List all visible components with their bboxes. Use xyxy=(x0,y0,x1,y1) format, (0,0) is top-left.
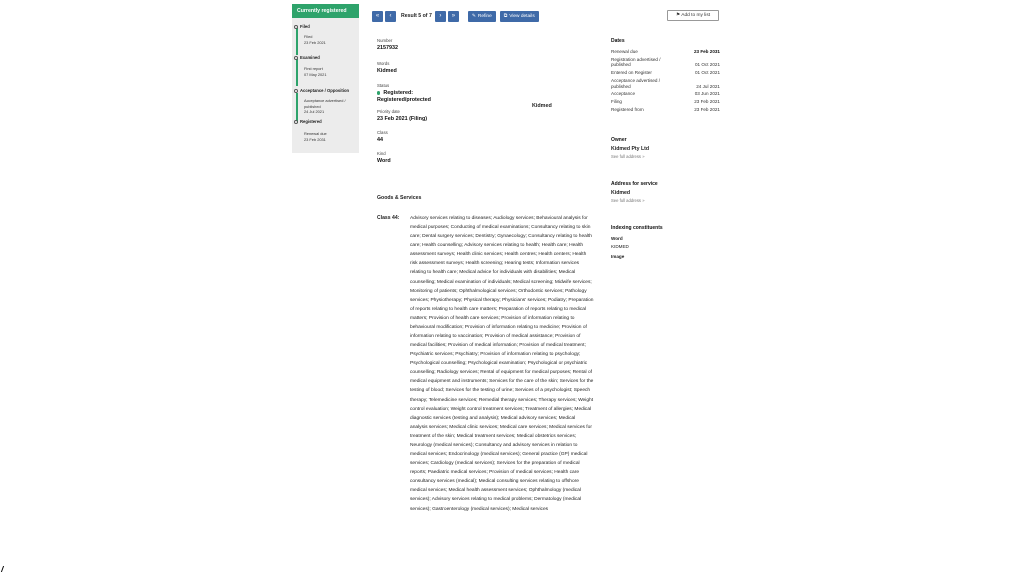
previous-result-button[interactable]: ‹ xyxy=(385,11,396,22)
goods-services-heading: Goods & Services xyxy=(377,195,422,201)
step-dot-icon xyxy=(294,56,298,60)
date-row: Acceptance advertised / published 24 Jul 2021 xyxy=(611,77,720,89)
timeline-bar-filed xyxy=(296,28,298,55)
last-result-button[interactable]: » xyxy=(448,11,459,22)
mouse-cursor-icon xyxy=(1,566,5,572)
status-field: Status Registered: Registered/protected xyxy=(377,83,595,102)
timeline-step-filed: Filed xyxy=(294,24,310,29)
indexing-word-label: Word xyxy=(611,236,623,241)
next-result-button[interactable]: › xyxy=(435,11,446,22)
date-row: Registered from 23 Feb 2021 xyxy=(611,106,720,112)
words-field: Words Kidmed xyxy=(377,61,595,74)
result-toolbar xyxy=(372,10,539,22)
timeline-label-examined: First report 07 May 2021 xyxy=(304,66,327,77)
trademark-number: 2157932 xyxy=(377,45,398,51)
date-row: Filing 23 Feb 2021 xyxy=(611,99,720,105)
timeline-bar-examined xyxy=(296,59,298,86)
kind-field: Kind Word xyxy=(377,151,595,164)
timeline-step-examined: Examined xyxy=(294,55,320,60)
step-dot-icon xyxy=(294,89,298,93)
service-see-full-address-link[interactable]: See full address » xyxy=(611,198,645,203)
view-details-button[interactable]: ⧉ View details xyxy=(500,11,539,22)
number-field: Number 2157932 xyxy=(377,38,595,51)
edit-icon: ✎ xyxy=(471,13,476,19)
timeline-step-registered: Registered xyxy=(294,119,322,124)
flag-icon: ⚑ xyxy=(675,13,681,18)
class-field: Class 44 xyxy=(377,130,595,143)
date-row: Entered on Register 01 Oct 2021 xyxy=(611,70,720,76)
date-row: Renewal due 23 Feb 2031 xyxy=(611,49,720,54)
indexing-word-value: KIDMED xyxy=(611,244,629,249)
status-timeline xyxy=(292,4,359,153)
trademark-details xyxy=(377,38,595,164)
trademark-kind: Word xyxy=(377,158,391,165)
dates-list xyxy=(611,49,720,112)
refine-button[interactable]: ✎ Refine xyxy=(468,11,496,22)
trademark-words: Kidmed xyxy=(377,68,397,75)
trademark-class: 44 xyxy=(377,137,383,144)
current-status-banner: Currently registered xyxy=(292,4,359,18)
timeline-step-acceptance: Acceptance / Opposition xyxy=(294,88,349,93)
step-dot-icon xyxy=(294,120,298,124)
owner-name: Kidmed Pty Ltd xyxy=(611,146,650,152)
dates-section: Dates Renewal due 23 Feb 2031 Registration advertised / published 01 Oct 2021 Entered on Register 01 Oct 2021 Acceptance advertised / published 24 Jul 2021 Acceptance 03 Jun 2021 Filing 23 Feb 2021 Registered from 23 Feb 2021 xyxy=(611,38,720,112)
add-to-list-button[interactable]: ⚑ Add to my list xyxy=(667,10,719,21)
timeline-label-acceptance: Acceptance advertised / published 24 Jul 2021 xyxy=(304,98,346,115)
goods-class-label: Class 44: xyxy=(377,215,400,221)
external-link-icon: ⧉ xyxy=(503,13,508,19)
date-row: Acceptance 03 Jun 2021 xyxy=(611,91,720,97)
goods-services-text: Advisory services relating to diseases; Audiology services; Behavioural analysis for medical purposes; Conducting of medical examinations; Consultancy relating to skin care; Dental surgery services; Dentistry; Gynaecology; Consultancy relating to health care; Health counselling; Advisory services relating to health; Health care; Health assessment surveys; Health clinic services; Health centres; Health centers; Health risk assessment surveys; Health screening; Hearing tests; Information services relating to health care; Medical advice for individuals with disabilities; Medical counselling; Medical examination of individuals; Medical screening; Midwife services; Monitoring of patients; Ophthalmological services; Orthodontic services; Pathology services; Physiotherapy; Physical therapy; Physicians' services; Podiatry; Preparation of reports relating to health care matters; Preparation of reports relating to medical matters; Provision of health care services; Provision of information relating to behavioural modification; Provision of information relating to medicine; Provision of information relating to vaccination; Provision of medical assistance; Provision of medical facilities; Provision of medical information; Provision of medical treatment; Psychiatric services; Psychiatry; Provision of information relating to psychology; Psychological counselling; Psychological examination; Psychological or psychiatric counselling; Radiology services; Rental of equipment for medical purposes; Rental of medical equipment and instruments; Services for the care of the skin; Services for the testing of blood; Services for the testing of urine; Services of a psychologist; Speech therapy; Telemedicine services; Remedial therapy services; Therapy services; Weight control evaluation; Weight control treatment services; Treatment of allergies; Medical diagnostic services (testing and analysis); Medical advisory services; Medical analysis services; Medical clinic services; Medical care services; Medical services for treatment of the skin; Medical treatment services; Medical obstetrics services; Neurology (medical services); Consultancy and advisory services in relation to medical services; Endocrinology (medical services); General practice (GP) medical services; Cardiology (medical services); Services for the preparation of medical reports; Paediatric medical services; Provision of medical services; Health care consultancy services (medical); Medical consulting services relating to offshore medical services; Medical health assessment services; Ophthalmology (medical services); Advisory services relating to medical problems; Dermatology (medical services); Gastroenterology (medical services); Medical services xyxy=(410,216,594,512)
owner-see-full-address-link[interactable]: See full address » xyxy=(611,154,645,159)
result-counter: Result 5 of 7 xyxy=(401,13,432,19)
timeline-label-filed: Filed 23 Feb 2021 xyxy=(304,34,326,45)
priority-date: 23 Feb 2021 (Filing) xyxy=(377,115,428,122)
timeline-label-registered: Renewal due 23 Feb 2031 xyxy=(304,131,327,142)
indexing-image-label: Image xyxy=(611,254,625,259)
owner-section: Owner Kidmed Pty Ltd See full address » xyxy=(611,137,720,159)
first-result-button[interactable]: « xyxy=(372,11,383,22)
step-dot-icon xyxy=(294,25,298,29)
address-for-service-section: Address for service Kidmed See full address » xyxy=(611,181,720,203)
trademark-status: Registered: Registered/protected xyxy=(377,90,431,103)
indexing-section: Indexing constituents Word KIDMED Image xyxy=(611,225,720,259)
priority-field: Priority date 23 Feb 2021 (Filing) xyxy=(377,109,595,122)
status-dot-icon xyxy=(377,91,380,94)
trademark-representation: Kidmed xyxy=(532,103,552,109)
date-row: Registration advertised / published 01 Oct 2021 xyxy=(611,56,720,68)
service-name: Kidmed xyxy=(611,190,631,196)
